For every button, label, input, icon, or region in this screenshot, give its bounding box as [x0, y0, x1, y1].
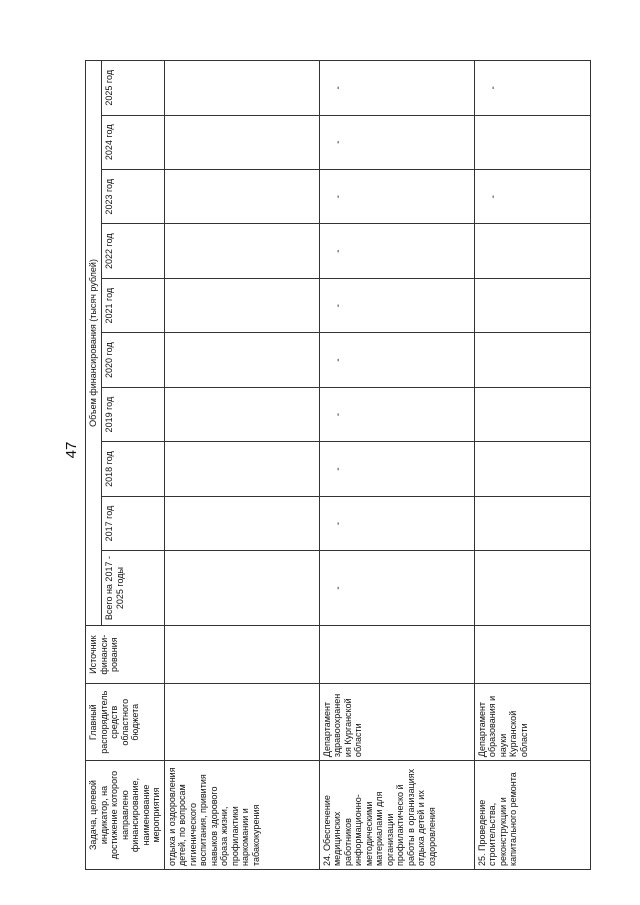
row-value [164, 278, 319, 332]
header-funding-volume: Объем финансирования (тысяч рублей) [86, 61, 102, 626]
header-year: 2025 год [102, 61, 164, 116]
funding-table-rotated [85, 60, 585, 870]
table-row [474, 61, 590, 870]
row-task: 25. Проведение строительства, реконструкции и капитального ремонта [474, 761, 590, 870]
header-year: 2023 год [102, 169, 164, 223]
row-value [164, 224, 319, 278]
row-value: - [319, 115, 474, 169]
header-year: 2017 год [102, 496, 164, 550]
row-value [474, 115, 590, 169]
header-distributor: Главный распорядитель средств областного бюджета [86, 684, 165, 761]
row-value: - [319, 169, 474, 223]
row-value [164, 387, 319, 441]
header-task: Задача, целевой индикатор, на достижение которого направлено финансирование, наименование мероприятия [86, 761, 165, 870]
row-value [164, 169, 319, 223]
row-value [164, 333, 319, 387]
row-value [474, 551, 590, 626]
row-value: - [319, 387, 474, 441]
header-source: Источник финанси-рования [86, 625, 165, 684]
row-value: - [319, 61, 474, 116]
row-value: - [474, 169, 590, 223]
row-distributor: Департамент образования и науки Курганской области [474, 684, 590, 761]
row-value [164, 496, 319, 550]
funding-table [85, 60, 591, 870]
table-row [164, 61, 319, 870]
header-year: 2020 год [102, 333, 164, 387]
row-value: - [319, 551, 474, 626]
row-task: отдыха и оздоровления детей, по вопросам гигиенического воспитания, привития навыков здорового образа жизни, профилактики наркомании и табакокурения [164, 761, 319, 870]
row-value [164, 61, 319, 116]
row-value [474, 278, 590, 332]
row-value [474, 224, 590, 278]
table-row [319, 61, 474, 870]
row-source [474, 625, 590, 684]
header-year: 2021 год [102, 278, 164, 332]
header-year: 2019 год [102, 387, 164, 441]
page-number: 47 [63, 441, 80, 459]
header-year: 2018 год [102, 442, 164, 496]
row-value: - [474, 61, 590, 116]
row-value [164, 115, 319, 169]
header-year: 2024 год [102, 115, 164, 169]
row-value [474, 496, 590, 550]
row-task: 24. Обеспечение медицинских работников информационно-методическими материалами для организации профилактическо й работы в организациях отдыха детей и их оздоровления [319, 761, 474, 870]
header-year: 2022 год [102, 224, 164, 278]
row-value [474, 442, 590, 496]
row-source [319, 625, 474, 684]
row-source [164, 625, 319, 684]
row-value [474, 333, 590, 387]
row-distributor [164, 684, 319, 761]
row-value: - [319, 278, 474, 332]
row-value [474, 387, 590, 441]
row-value: - [319, 333, 474, 387]
row-value: - [319, 442, 474, 496]
row-value: - [319, 496, 474, 550]
row-value: - [319, 224, 474, 278]
row-value [164, 551, 319, 626]
row-value [164, 442, 319, 496]
row-distributor: Департамент здравоохранен ия Курганской области [319, 684, 474, 761]
header-total: Всего на 2017 - 2025 годы [102, 551, 164, 626]
